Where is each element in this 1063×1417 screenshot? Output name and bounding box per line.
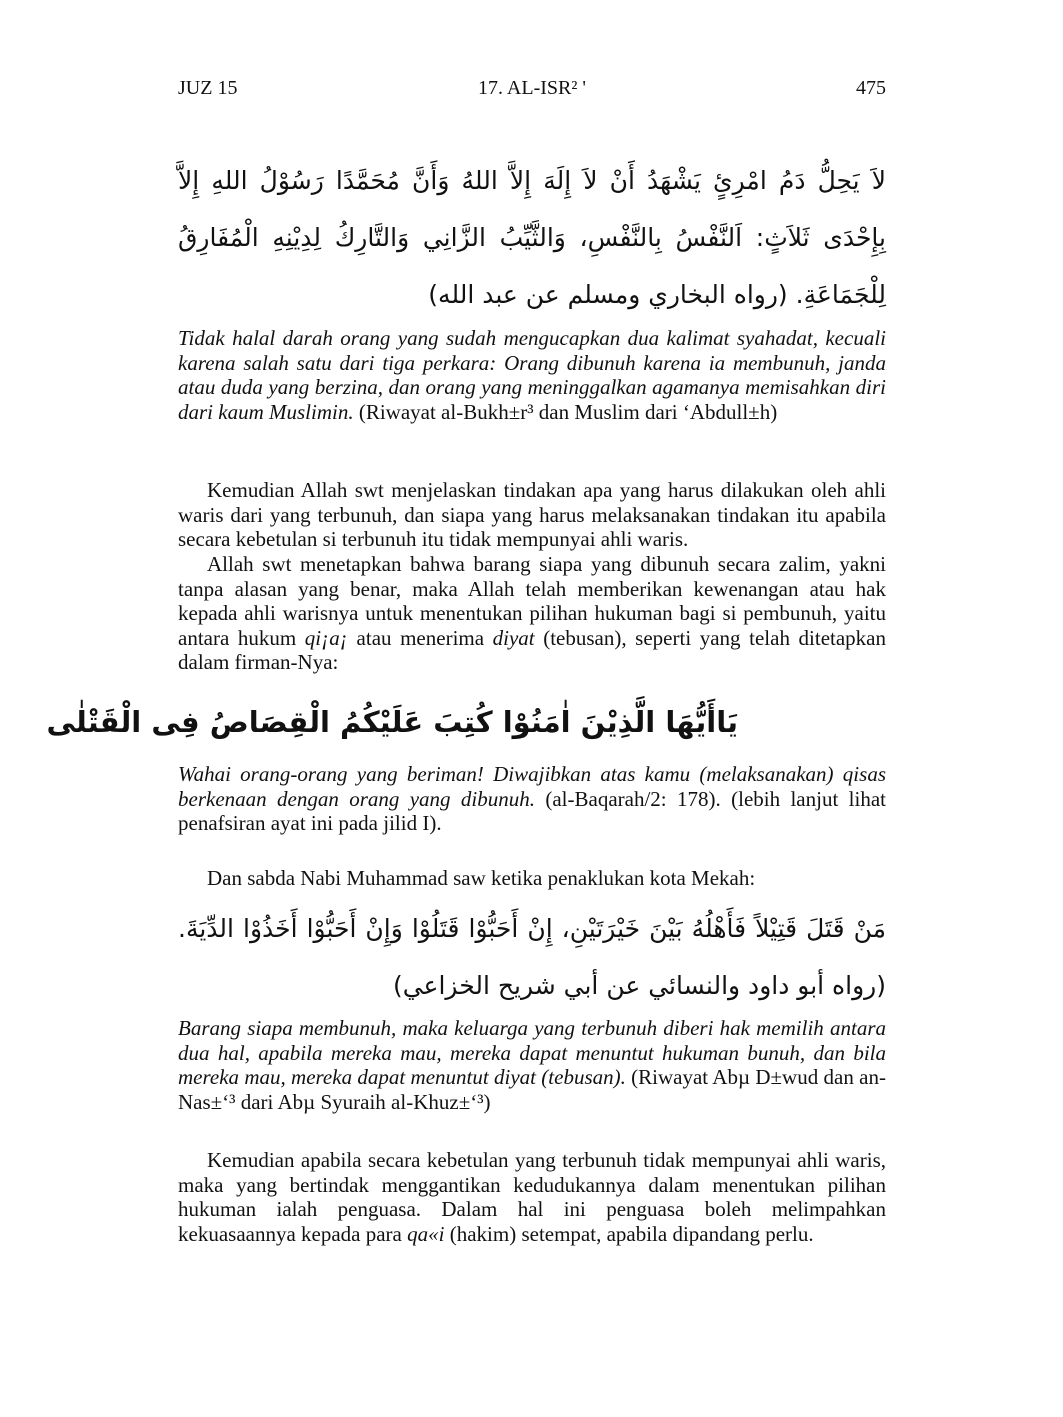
- hadith-translation-italic: Tidak halal darah orang yang sudah mengucapkan dua kalimat syahadat, kecuali karena salah satu dari tiga perkara: Orang dibunuh karena ia membunuh, janda atau duda yang berzina, dan orang yang meninggalkan agamanya memisahkan diri dari kaum Muslimin.: [178, 326, 886, 424]
- hadith2-citation: (Riwayat Abµ D±wud dan an-Nas±‘³ dari Abµ Syuraih al-Khuz±‘³): [178, 1065, 886, 1114]
- surah-title: 17. AL-ISR² ': [478, 77, 586, 99]
- verse-citation: (al-Baqarah/2: 178). (lebih lanjut lihat penafsiran ayat ini pada jilid I).: [178, 786, 886, 836]
- quran-verse-calligraphy: يَاأَيُّهَا الَّذِيْنَ اٰمَنُوْا كُتِبَ عَلَيْكُمُ الْقِصَاصُ فِى الْقَتْلٰى: [46, 705, 738, 739]
- paragraph-prophet-saying: Dan sabda Nabi Muhammad saw ketika penaklukan kota Mekah:: [207, 866, 756, 890]
- term-qisas: qi¡a¡: [304, 625, 348, 650]
- verse-translation: [178, 762, 886, 836]
- paragraph-ruler-authority: [178, 1148, 886, 1246]
- hadith-translation: [178, 326, 886, 424]
- page-number: 475: [856, 77, 886, 99]
- text-segment: (hakim) setempat, apabila dipandang perlu.: [444, 1221, 814, 1246]
- verse-translation-italic: Wahai orang-orang yang beriman! Diwajibkan atas kamu (melaksanakan) qisas berkenaan dengan orang yang dibunuh.: [178, 762, 886, 811]
- text-segment: (tebusan), seperti yang telah ditetapkan dalam firman-Nya:: [178, 625, 886, 675]
- term-qadi: qa«i: [407, 1221, 445, 1246]
- text-segment: atau menerima: [347, 625, 493, 650]
- hadith2-translation-italic: Barang siapa membunuh, maka keluarga yang terbunuh diberi hak memilih antara dua hal, apabila mereka mau, mereka dapat menuntut hukuman bunuh, dan bila mereka mau, mereka dapat menuntut diyat (tebusan).: [178, 1016, 886, 1090]
- hadith2-translation: [178, 1016, 886, 1114]
- text-segment: Allah swt menetapkan bahwa barang siapa yang dibunuh secara zalim, yakni tanpa alasan yang benar, maka Allah telah memberikan kewenangan atau hak kepada ahli warisnya untuk menentukan pilihan hukuman bagi si pembunuh, yaitu antara hukum: [178, 552, 886, 650]
- juz-label: JUZ 15: [178, 77, 238, 99]
- hadith-citation: (Riwayat al-Bukh±r³ dan Muslim dari ‘Abdull±h): [353, 399, 778, 424]
- page-header: [178, 76, 886, 100]
- paragraph-qisas-rights: [178, 552, 886, 675]
- paragraph-heir-explanation: Kemudian Allah swt menjelaskan tindakan apa yang harus dilakukan oleh ahli waris dari yang terbunuh, dan siapa yang harus melaksanakan tindakan itu apabila secara kebetulan si terbunuh itu tidak mempunyai ahli waris.: [178, 478, 886, 552]
- document-page: [46, 0, 886, 1417]
- term-diyat: diyat: [492, 625, 535, 650]
- hadith-arabic-text: لاَ يَحِلُّ دَمُ امْرِئٍ يَشْهَدُ أَنْ لاَ إِلَهَ إِلاَّ اللهُ وَأَنَّ مُحَمَّدًا رَسُوْلُ اللهِ إِلاَّ بِإِحْدَى ثَلاَثٍ: اَلنَّفْسُ بِالنَّفْسِ، وَالثَّيِّبُ الزَّانِي وَالتَّارِكُ لِدِيْنِهِ الْمُفَارِقُ لِلْجَمَاعَةِ. (رواه البخاري ومسلم عن عبد الله): [178, 166, 886, 309]
- hadith2-arabic-text: مَنْ قَتَلَ قَتِيْلاً فَأَهْلُهُ بَيْنَ خَيْرَتَيْنِ، إِنْ أَحَبُّوْا قَتَلُوْا وَإِنْ أَحَبُّوْا أَخَذُوْا الدِّيَةَ. (رواه أبو داود والنسائي عن أبي شريح الخزاعي): [178, 914, 886, 1000]
- text-segment: Kemudian apabila secara kebetulan yang terbunuh tidak mempunyai ahli waris, maka yang bertindak menggantikan kedudukannya dalam menentukan pilihan hukuman ialah penguasa. Dalam hal ini penguasa boleh melimpahkan kekuasaannya kepada para: [178, 1148, 886, 1246]
